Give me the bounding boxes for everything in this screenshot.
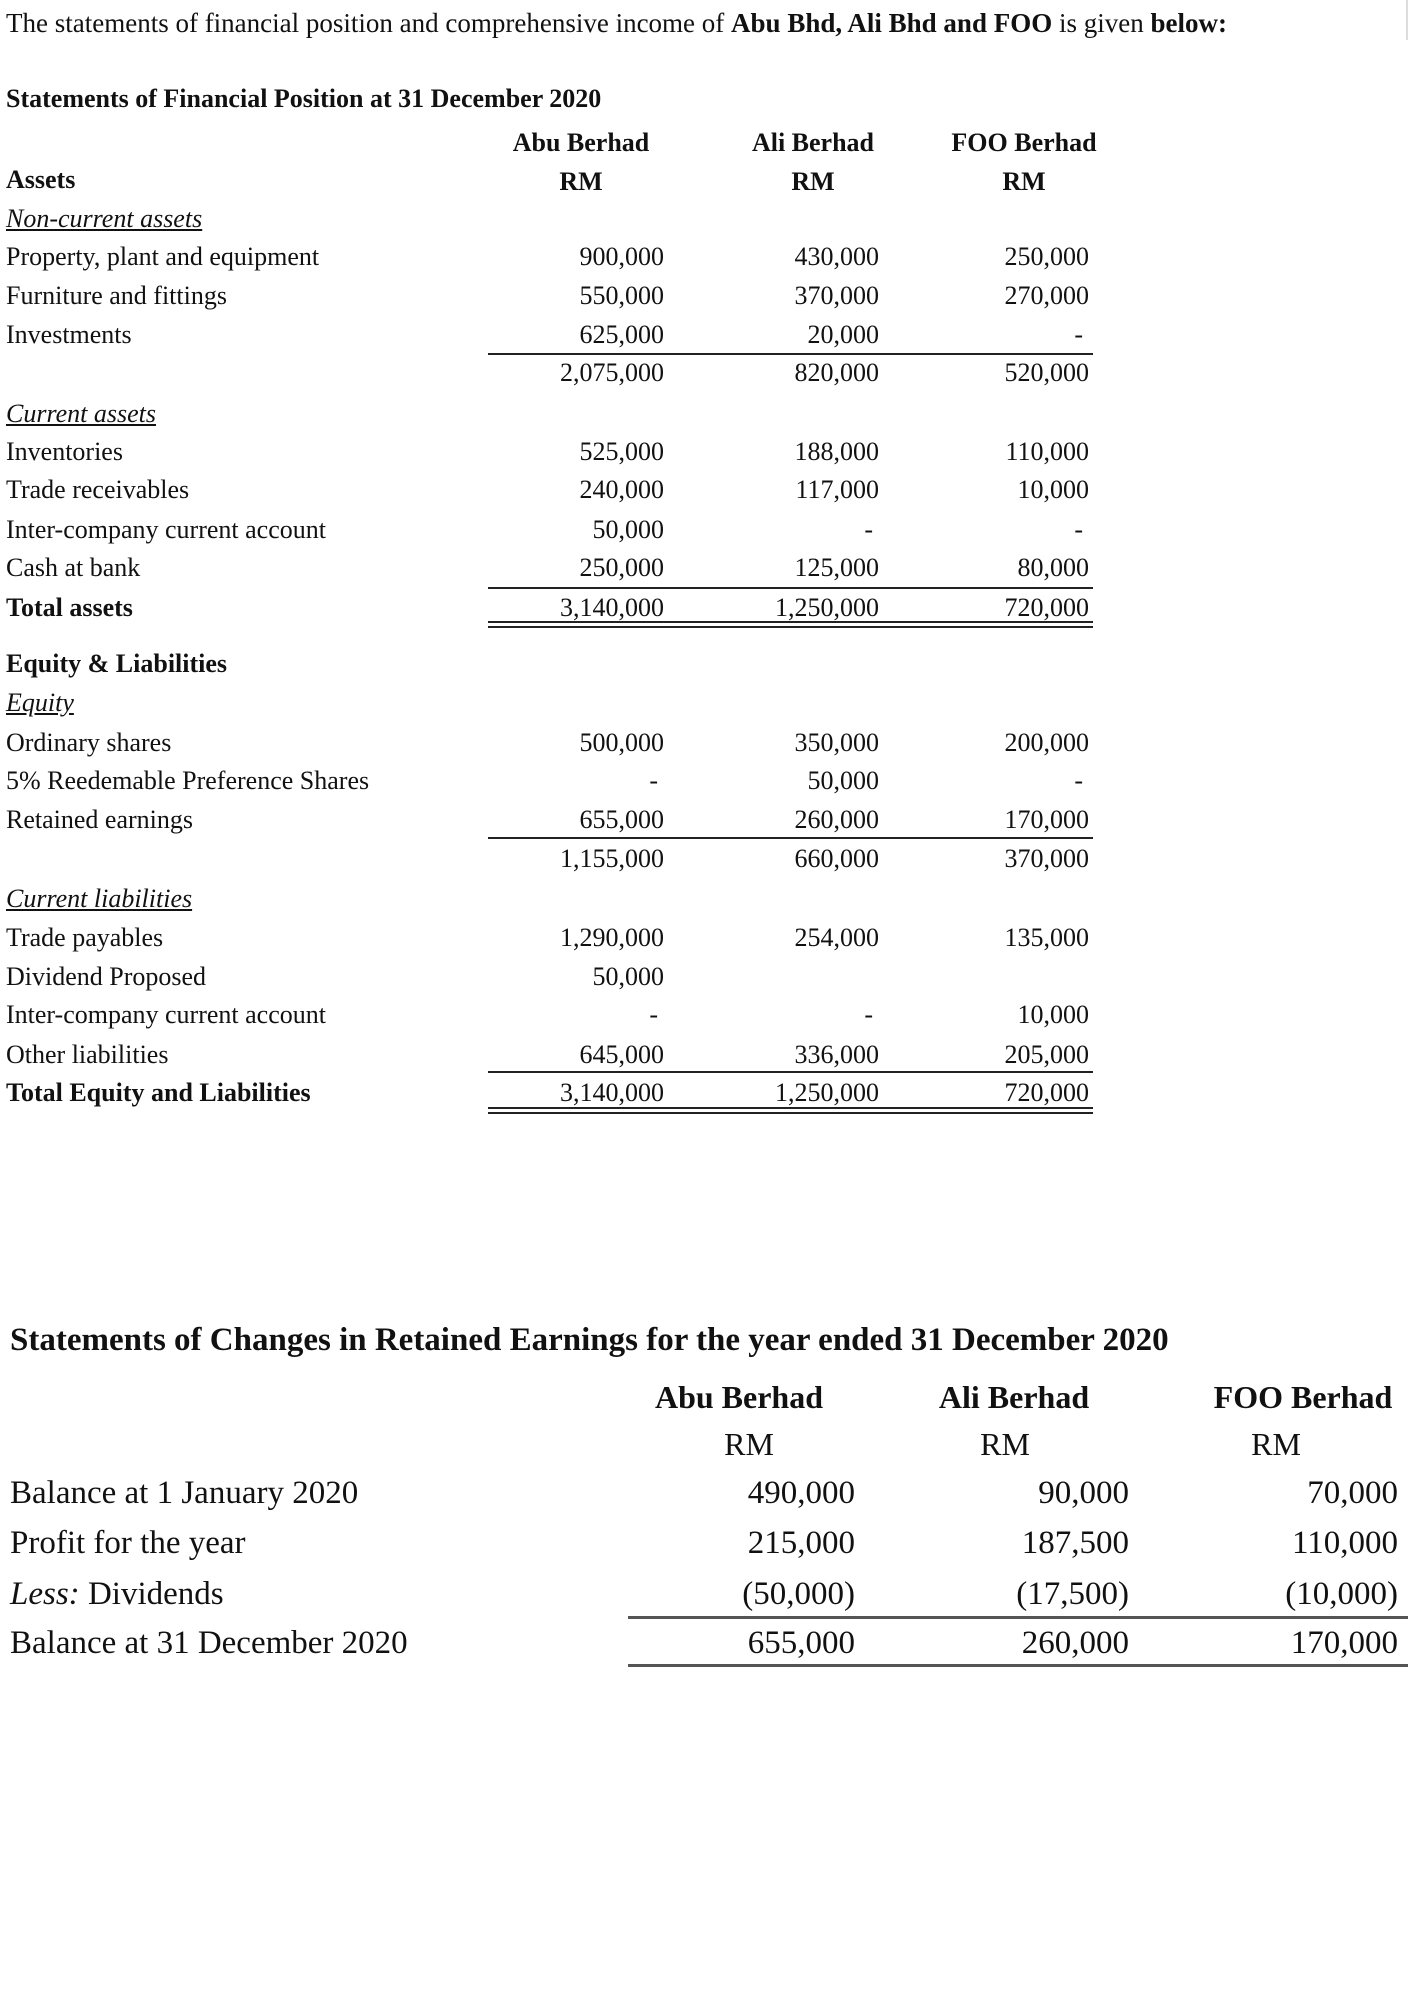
value-cell: 350,000 bbox=[794, 728, 879, 757]
intro-suffix-bold: below: bbox=[1150, 8, 1227, 38]
value-cell: 10,000 bbox=[1017, 1000, 1089, 1029]
value-cell: 525,000 bbox=[579, 437, 664, 466]
row-label: Other liabilities bbox=[6, 1040, 169, 1069]
value-cell: 80,000 bbox=[1017, 553, 1089, 582]
row-label: 5% Reedemable Preference Shares bbox=[6, 766, 370, 795]
value-cell: 660,000 bbox=[794, 844, 879, 873]
fp-header-abu: Abu Berhad bbox=[512, 128, 650, 157]
value-cell: 1,250,000 bbox=[775, 593, 879, 622]
total-label: Total assets bbox=[6, 593, 133, 622]
value-cell: 50,000 bbox=[592, 962, 664, 991]
value-cell: - bbox=[1074, 515, 1083, 544]
value-cell: 170,000 bbox=[1004, 805, 1089, 834]
value-cell: - bbox=[864, 1000, 873, 1029]
rule bbox=[488, 837, 1093, 839]
row-label: Cash at bank bbox=[6, 553, 141, 582]
label-text: Profit for the year bbox=[10, 1525, 246, 1561]
value-cell: 260,000 bbox=[1021, 1625, 1129, 1661]
row-label bbox=[10, 1575, 224, 1613]
label-text: Dividends bbox=[79, 1576, 224, 1612]
label-text: Balance at 1 January 2020 bbox=[10, 1475, 359, 1511]
label-text: Balance at 31 December 2020 bbox=[10, 1625, 408, 1661]
re-header-ali: Ali Berhad bbox=[938, 1379, 1090, 1415]
value-cell: 70,000 bbox=[1307, 1475, 1398, 1511]
page-edge bbox=[1406, 0, 1414, 40]
value-cell: 370,000 bbox=[794, 281, 879, 310]
rule bbox=[488, 353, 1093, 355]
intro-suffix: is given bbox=[1052, 8, 1151, 38]
value-cell: 655,000 bbox=[747, 1625, 855, 1661]
value-cell: (50,000) bbox=[742, 1576, 855, 1612]
value-cell: 370,000 bbox=[1004, 844, 1089, 873]
value-cell: 250,000 bbox=[579, 553, 664, 582]
row-label: Dividend Proposed bbox=[6, 962, 207, 991]
value-cell: 250,000 bbox=[1004, 242, 1089, 271]
fp-currency-ali: RM bbox=[791, 167, 835, 196]
re-header-abu: Abu Berhad bbox=[654, 1379, 824, 1415]
value-cell: 820,000 bbox=[794, 358, 879, 387]
section-heading: Assets bbox=[6, 165, 76, 194]
row-label: Retained earnings bbox=[6, 805, 193, 834]
row-label: Property, plant and equipment bbox=[6, 242, 320, 271]
value-cell: 50,000 bbox=[807, 766, 879, 795]
value-cell: 188,000 bbox=[794, 437, 879, 466]
value-cell: 90,000 bbox=[1038, 1475, 1129, 1511]
value-cell: 110,000 bbox=[1005, 437, 1089, 466]
value-cell: 336,000 bbox=[794, 1040, 879, 1069]
subsection-heading: Current liabilities bbox=[6, 884, 193, 913]
subsection-heading: Non-current assets bbox=[6, 204, 203, 233]
fp-header-foo: FOO Berhad bbox=[951, 128, 1097, 157]
value-cell: 135,000 bbox=[1004, 923, 1089, 952]
fp-currency-foo: RM bbox=[1002, 167, 1046, 196]
value-cell: 900,000 bbox=[579, 242, 664, 271]
value-cell: 550,000 bbox=[579, 281, 664, 310]
row-label bbox=[10, 1474, 358, 1512]
value-cell: - bbox=[649, 766, 658, 795]
value-cell: 170,000 bbox=[1290, 1625, 1398, 1661]
re-currency-foo: RM bbox=[1251, 1426, 1301, 1462]
subsection-heading: Current assets bbox=[6, 399, 156, 428]
value-cell: - bbox=[1074, 320, 1083, 349]
rule bbox=[628, 1664, 1408, 1667]
row-label: Furniture and fittings bbox=[6, 281, 227, 310]
value-cell: 490,000 bbox=[747, 1475, 855, 1511]
value-cell: 260,000 bbox=[794, 805, 879, 834]
value-cell: 254,000 bbox=[794, 923, 879, 952]
value-cell: - bbox=[649, 1000, 658, 1029]
row-label: Inventories bbox=[6, 437, 123, 466]
double-rule bbox=[488, 621, 1093, 628]
value-cell: 625,000 bbox=[579, 320, 664, 349]
row-label: Trade payables bbox=[6, 923, 164, 952]
value-cell: 200,000 bbox=[1004, 728, 1089, 757]
section-heading: Equity & Liabilities bbox=[6, 649, 228, 678]
row-label: Inter-company current account bbox=[6, 515, 326, 544]
value-cell: (17,500) bbox=[1016, 1576, 1129, 1612]
row-label bbox=[10, 1624, 408, 1662]
value-cell: 720,000 bbox=[1004, 1078, 1089, 1107]
re-currency-abu: RM bbox=[724, 1426, 774, 1462]
fp-currency-abu: RM bbox=[559, 167, 603, 196]
value-cell: 117,000 bbox=[795, 475, 879, 504]
value-cell: 240,000 bbox=[579, 475, 664, 504]
label-prefix: Less: bbox=[10, 1576, 80, 1612]
value-cell: - bbox=[1074, 766, 1083, 795]
value-cell: 3,140,000 bbox=[560, 593, 664, 622]
total-label: Total Equity and Liabilities bbox=[6, 1078, 311, 1107]
rule bbox=[628, 1616, 1408, 1619]
value-cell: 187,500 bbox=[1021, 1525, 1129, 1561]
value-cell: 205,000 bbox=[1004, 1040, 1089, 1069]
value-cell: 10,000 bbox=[1017, 475, 1089, 504]
value-cell: 1,250,000 bbox=[775, 1078, 879, 1107]
value-cell: 1,290,000 bbox=[560, 923, 664, 952]
value-cell: 500,000 bbox=[579, 728, 664, 757]
intro-sentence bbox=[6, 8, 1227, 39]
value-cell: 720,000 bbox=[1004, 593, 1089, 622]
row-label: Ordinary shares bbox=[6, 728, 172, 757]
value-cell: 270,000 bbox=[1004, 281, 1089, 310]
value-cell: 3,140,000 bbox=[560, 1078, 664, 1107]
value-cell: 110,000 bbox=[1291, 1525, 1398, 1561]
value-cell: - bbox=[864, 515, 873, 544]
retained-earnings-title: Statements of Changes in Retained Earnings for the year ended 31 December 2020 bbox=[10, 1322, 1169, 1358]
value-cell: 20,000 bbox=[807, 320, 879, 349]
value-cell: 520,000 bbox=[1004, 358, 1089, 387]
double-rule bbox=[488, 1107, 1093, 1114]
value-cell: 2,075,000 bbox=[560, 358, 664, 387]
subsection-heading: Equity bbox=[6, 688, 74, 717]
row-label: Trade receivables bbox=[6, 475, 190, 504]
value-cell: (10,000) bbox=[1285, 1576, 1398, 1612]
value-cell: 125,000 bbox=[794, 553, 879, 582]
value-cell: 215,000 bbox=[747, 1525, 855, 1561]
fp-header-ali: Ali Berhad bbox=[751, 128, 875, 157]
rule bbox=[488, 587, 1093, 589]
intro-companies: Abu Bhd, Ali Bhd and FOO bbox=[731, 8, 1053, 38]
re-currency-ali: RM bbox=[980, 1426, 1030, 1462]
row-label bbox=[10, 1524, 246, 1562]
value-cell: 430,000 bbox=[794, 242, 879, 271]
value-cell: 645,000 bbox=[579, 1040, 664, 1069]
re-header-foo: FOO Berhad bbox=[1213, 1379, 1393, 1415]
financial-position-title: Statements of Financial Position at 31 December 2020 bbox=[6, 84, 602, 113]
intro-text: The statements of financial position and comprehensive income of bbox=[6, 8, 732, 38]
value-cell: 655,000 bbox=[579, 805, 664, 834]
value-cell: 1,155,000 bbox=[560, 844, 664, 873]
rule bbox=[488, 1071, 1093, 1073]
value-cell: 50,000 bbox=[592, 515, 664, 544]
row-label: Inter-company current account bbox=[6, 1000, 326, 1029]
row-label: Investments bbox=[6, 320, 132, 349]
